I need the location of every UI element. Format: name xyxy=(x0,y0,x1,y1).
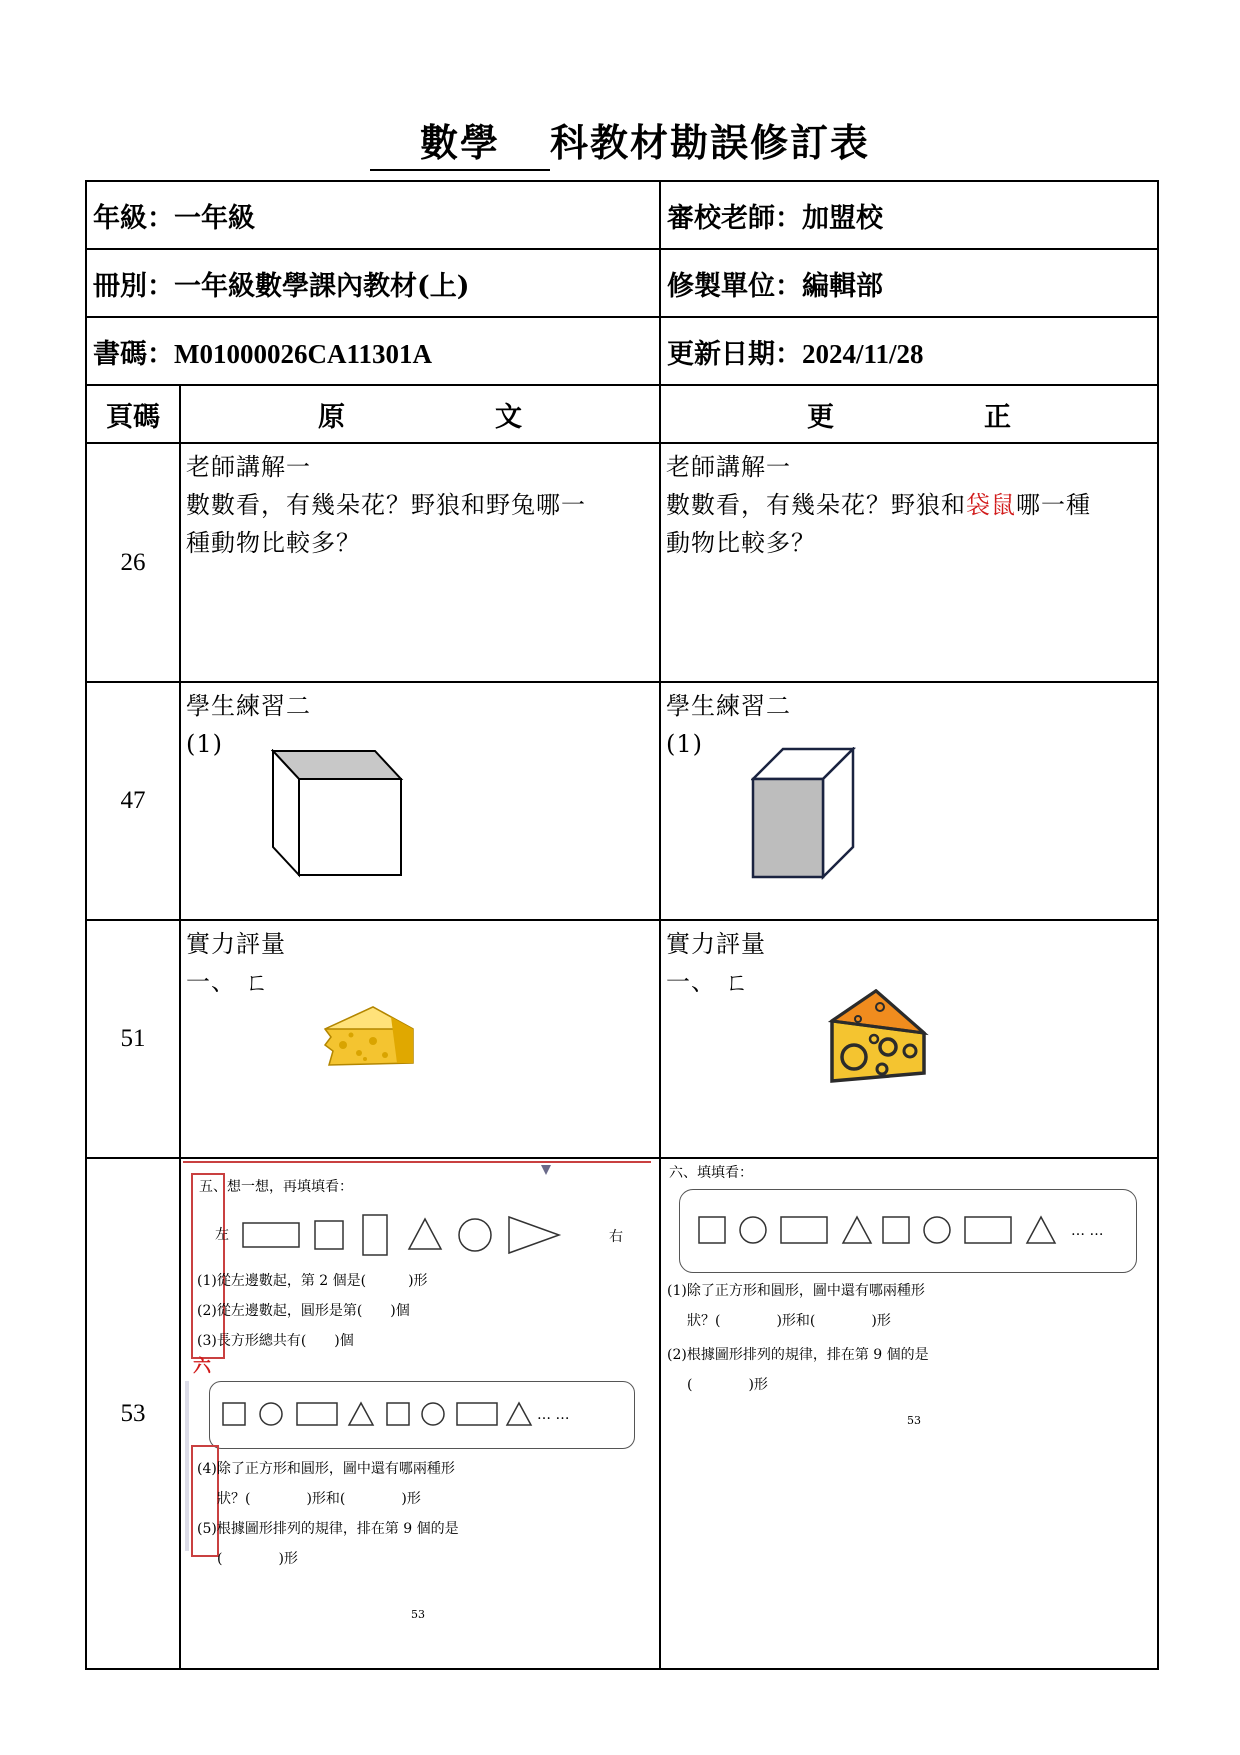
page-number: 47 xyxy=(86,682,180,920)
cube-top-shaded-figure xyxy=(271,749,411,879)
col-corrected-header: 更 正 xyxy=(660,385,1158,443)
unit-cell: 修製單位：編輯部 xyxy=(660,249,1158,317)
page-number: 53 xyxy=(86,1158,180,1669)
info-row-3 xyxy=(86,317,1158,385)
code-value: M01000026CA11301A xyxy=(174,339,432,369)
date-value: 2024/11/28 xyxy=(802,339,924,369)
table-row xyxy=(86,682,1158,920)
corrected-cell: 實力評量 一、 ㄈ xyxy=(660,920,1158,1158)
cheese-yellow-figure xyxy=(321,1001,417,1069)
column-header-row xyxy=(86,385,1158,443)
scan-top-border xyxy=(183,1161,651,1163)
corrected-cell: 老師講解一 數數看，有幾朵花？野狼和袋鼠哪一種 動物比較多？ xyxy=(660,443,1158,682)
corrected-word: 袋鼠 xyxy=(966,491,1016,519)
scan-page-number: 53 xyxy=(411,1608,425,1621)
scan-page-number: 53 xyxy=(907,1414,921,1427)
original-scan-cell: 五、想一想，再填填看： 左 右 (1)從左邊數起，第 2 個是( )形 (2)從左邊數起，圓形是第( )個 (3)長方形總共有( )個 六 … … (4)除了正方形和圓形，圖中還有哪兩種形 狀？( )形和( )形 (5)根據圖形排列的規律，排在第 9 個的是 ( )形 53 xyxy=(180,1158,660,1669)
col-page-header: 頁碼 xyxy=(86,385,180,443)
page-number: 51 xyxy=(86,920,180,1158)
table-row xyxy=(86,1158,1158,1669)
shape-row-figure xyxy=(239,1211,619,1259)
reviewer-cell: 審校老師：加盟校 xyxy=(660,181,1158,249)
shape-sequence-figure xyxy=(697,1211,1067,1251)
shape-sequence-figure xyxy=(221,1393,581,1437)
table-row xyxy=(86,443,1158,682)
page-title xyxy=(0,112,1240,171)
info-row-1 xyxy=(86,181,1158,249)
reviewer-value: 加盟校 xyxy=(802,203,883,234)
table-row xyxy=(86,920,1158,1158)
grade-value: 一年級 xyxy=(174,203,255,234)
unit-value: 編輯部 xyxy=(802,271,883,302)
errata-table xyxy=(85,180,1159,1670)
original-cell: 實力評量 一、 ㄈ xyxy=(180,920,660,1158)
col-original-header: 原 文 xyxy=(180,385,660,443)
original-cell: 學生練習二 (1) xyxy=(180,682,660,920)
title-rest: 科教材勘誤修訂表 xyxy=(550,120,871,165)
corrected-scan-cell: 六、填填看： … … (1)除了正方形和圓形，圖中還有哪兩種形 狀？( )形和( )形 (2)根據圖形排列的規律，排在第 9 個的是 ( )形 53 xyxy=(660,1158,1158,1669)
original-cell: 老師講解一 數數看，有幾朵花？野狼和野兔哪一 種動物比較多？ xyxy=(180,443,660,682)
corrected-cell: 學生練習二 (1) xyxy=(660,682,1158,920)
code-cell: 書碼：M01000026CA11301A xyxy=(86,317,660,385)
grade-cell: 年級：一年級 xyxy=(86,181,660,249)
cheese-outlined-figure xyxy=(828,989,932,1085)
info-row-2 xyxy=(86,249,1158,317)
red-mark-six: 六 xyxy=(193,1356,211,1377)
cube-front-shaded-figure xyxy=(751,747,861,883)
scan-marker xyxy=(541,1165,551,1175)
date-cell: 更新日期：2024/11/28 xyxy=(660,317,1158,385)
volume-value: 一年級數學課內教材(上) xyxy=(174,271,470,302)
title-subject: 數學 xyxy=(370,112,550,171)
page-number: 26 xyxy=(86,443,180,682)
volume-cell: 冊別：一年級數學課內教材(上) xyxy=(86,249,660,317)
